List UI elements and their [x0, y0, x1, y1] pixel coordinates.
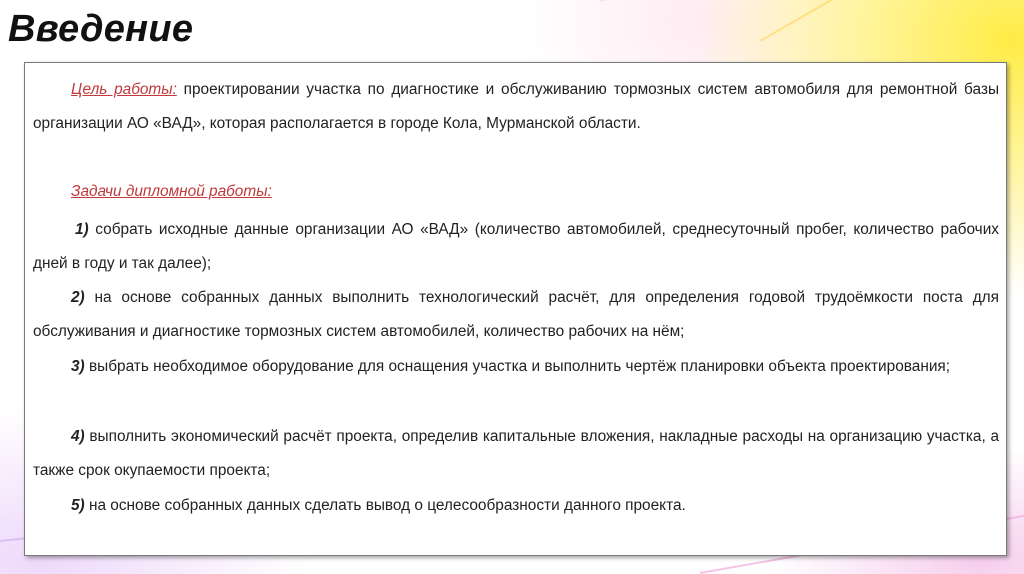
- content-box: [24, 62, 1007, 556]
- slide-title: Введение: [8, 8, 194, 50]
- task-item: [33, 213, 999, 281]
- task-item: [33, 281, 999, 349]
- task-number: 1): [75, 221, 89, 238]
- task-text: выбрать необходимое оборудование для оснащения участка и выполнить чертёж планировки объекта проектирования;: [88, 358, 951, 375]
- task-number: 4): [71, 428, 85, 445]
- task-text: выполнить экономический расчёт проекта, определив капитальные вложения, накладные расходы на организацию участка, а также срок окупаемости проекта;: [33, 428, 999, 479]
- goal-label: Цель работы:: [71, 81, 177, 98]
- task-text: на основе собранных данных выполнить технологический расчёт, для определения годовой трудоёмкости поста для обслуживания и диагностике тормозных систем автомобилей, количество рабочих на нём;: [33, 289, 999, 340]
- task-item: [33, 420, 999, 488]
- task-text: собрать исходные данные организации АО «ВАД» (количество автомобилей, среднесуточный пробег, количество рабочих дней в году и так далее);: [33, 221, 999, 272]
- tasks-heading: Задачи дипломной работы:: [71, 183, 272, 200]
- goal-paragraph: [33, 73, 999, 141]
- decor-stripe: [600, 0, 1024, 2]
- decor-stripe: [760, 0, 1024, 42]
- task-number: 2): [71, 289, 85, 306]
- task-number: 5): [71, 497, 85, 514]
- tasks-heading-paragraph: [33, 175, 999, 209]
- task-text: на основе собранных данных сделать вывод о целесообразности данного проекта.: [88, 497, 686, 514]
- goal-text: проектировании участка по диагностике и обслуживанию тормозных систем автомобиля для ремонтной базы организации АО «ВАД», которая располагается в городе Кола, Мурманской области.: [33, 81, 1000, 132]
- task-item: [33, 489, 999, 523]
- task-item: [33, 350, 999, 384]
- task-number: 3): [71, 358, 85, 375]
